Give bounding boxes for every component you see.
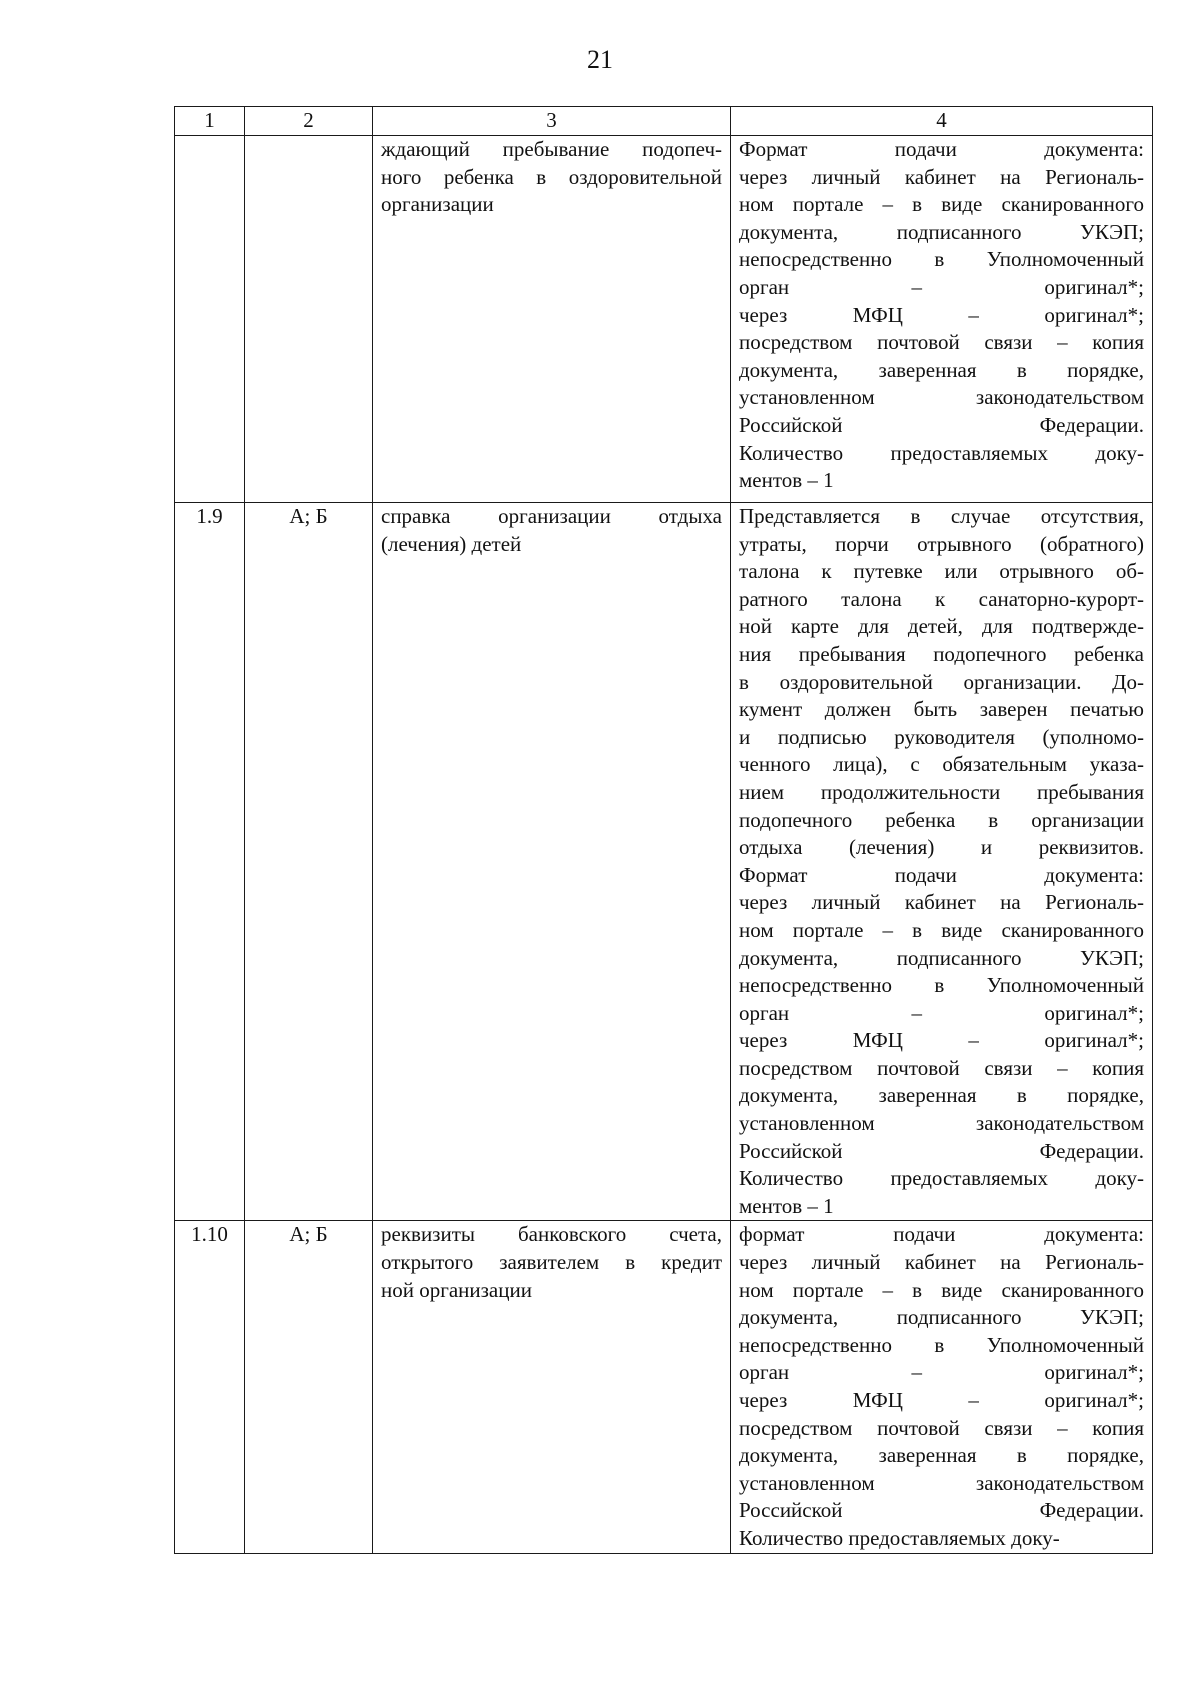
text-line: документа, заверенная в порядке, (739, 1443, 1144, 1468)
text-line: Формат подачи документа: (739, 137, 1144, 161)
text-line: ном портале – в виде сканированного (739, 192, 1144, 217)
text-line: орган – оригинал*; (739, 1360, 1144, 1385)
text-line: непосредственно в Уполномоченный (739, 247, 1144, 272)
text-line: непосредственно в Уполномоченный (739, 973, 1144, 998)
row-number (175, 136, 245, 503)
text-line: формат подачи документа: (739, 1222, 1144, 1247)
document-description (731, 136, 1153, 503)
row-category (245, 136, 373, 503)
text-line: документа, подписанного УКЭП; (739, 945, 1144, 970)
text-line: через МФЦ – оригинал*; (739, 302, 1144, 327)
page-number: 21 (587, 45, 613, 74)
text-line: документа, подписанного УКЭП; (739, 1305, 1144, 1330)
text-line: Количество предоставляемых доку- (739, 1525, 1060, 1550)
text-line: посредством почтовой связи – копия (739, 1415, 1144, 1440)
table-row-continued (175, 136, 1153, 503)
text-line: через личный кабинет на Региональ- (739, 890, 1144, 915)
text-line: Количество предоставляемых доку- (739, 440, 1144, 465)
text-line: справка организации отдыха (381, 504, 722, 528)
table-row-1-10 (175, 1221, 1153, 1553)
text-line: организации (381, 192, 494, 217)
document-description (731, 1221, 1153, 1553)
text-line: непосредственно в Уполномоченный (739, 1332, 1144, 1357)
text-line: посредством почтовой связи – копия (739, 330, 1144, 355)
text-line: установленном законодательством (739, 385, 1144, 410)
text-line: посредством почтовой связи – копия (739, 1055, 1144, 1080)
text-line: кумент должен быть заверен печатью (739, 697, 1144, 722)
text-line: ном портале – в виде сканированного (739, 1277, 1144, 1302)
text-line: реквизиты банковского счета, (381, 1222, 722, 1247)
text-line: Российской Федерации. (739, 412, 1144, 437)
text-line: ментов – 1 (739, 468, 834, 493)
text-line: ной организации (381, 1277, 532, 1302)
text-line: и подписью руководителя (уполномо- (739, 724, 1144, 749)
text-line: Российской Федерации. (739, 1498, 1144, 1523)
text-line: документа, заверенная в порядке, (739, 357, 1144, 382)
text-line: (лечения) детей (381, 531, 522, 556)
text-line: нием продолжительности пребывания (739, 779, 1144, 804)
text-line: Формат подачи документа: (739, 862, 1144, 887)
text-line: через личный кабинет на Региональ- (739, 1250, 1144, 1275)
text-line: через МФЦ – оригинал*; (739, 1028, 1144, 1053)
text-line: ного ребенка в оздоровительной (381, 164, 722, 189)
text-line: ной карте для детей, для подтвержде- (739, 614, 1144, 639)
text-line: ном портале – в виде сканированного (739, 917, 1144, 942)
row-category: А; Б (245, 503, 373, 1221)
text-line: подопечного ребенка в организации (739, 807, 1144, 832)
text-line: утраты, порчи отрывного (обратного) (739, 531, 1144, 556)
text-line: ждающий пребывание подопеч- (381, 137, 722, 161)
text-line: орган – оригинал*; (739, 1000, 1144, 1025)
text-line: ратного талона к санаторно-курорт- (739, 586, 1144, 611)
text-line: отдыха (лечения) и реквизитов. (739, 835, 1144, 860)
header-col-2: 2 (245, 107, 373, 136)
row-number: 1.10 (175, 1221, 245, 1553)
services-documents-table (174, 106, 1153, 1554)
row-category: А; Б (245, 1221, 373, 1553)
text-line: орган – оригинал*; (739, 274, 1144, 299)
text-line: ченного лица), с обязательным указа- (739, 752, 1144, 777)
text-line: установленном законодательством (739, 1470, 1144, 1495)
header-row (175, 107, 1153, 136)
text-line: Количество предоставляемых доку- (739, 1166, 1144, 1191)
text-line: документа, заверенная в порядке, (739, 1083, 1144, 1108)
document-name (373, 136, 731, 503)
text-line: через МФЦ – оригинал*; (739, 1388, 1144, 1412)
header-col-1: 1 (175, 107, 245, 136)
document-name (373, 1221, 731, 1553)
text-line: ния пребывания подопечного ребенка (739, 641, 1144, 666)
text-line: в оздоровительной организации. До- (739, 669, 1144, 694)
document-description (731, 503, 1153, 1221)
text-line: установленном законодательством (739, 1111, 1144, 1136)
text-line: Российской Федерации. (739, 1138, 1144, 1163)
text-line: талона к путевке или отрывного об- (739, 559, 1144, 584)
text-line: документа, подписанного УКЭП; (739, 219, 1144, 244)
header-col-3: 3 (373, 107, 731, 136)
text-line: открытого заявителем в кредит (381, 1250, 722, 1275)
text-line: Представляется в случае отсутствия, (739, 504, 1144, 528)
text-line: ментов – 1 (739, 1193, 834, 1218)
row-number: 1.9 (175, 503, 245, 1221)
header-col-4: 4 (731, 107, 1153, 136)
text-line: через личный кабинет на Региональ- (739, 164, 1144, 189)
document-name (373, 503, 731, 1221)
table-row-1-9 (175, 503, 1153, 1221)
